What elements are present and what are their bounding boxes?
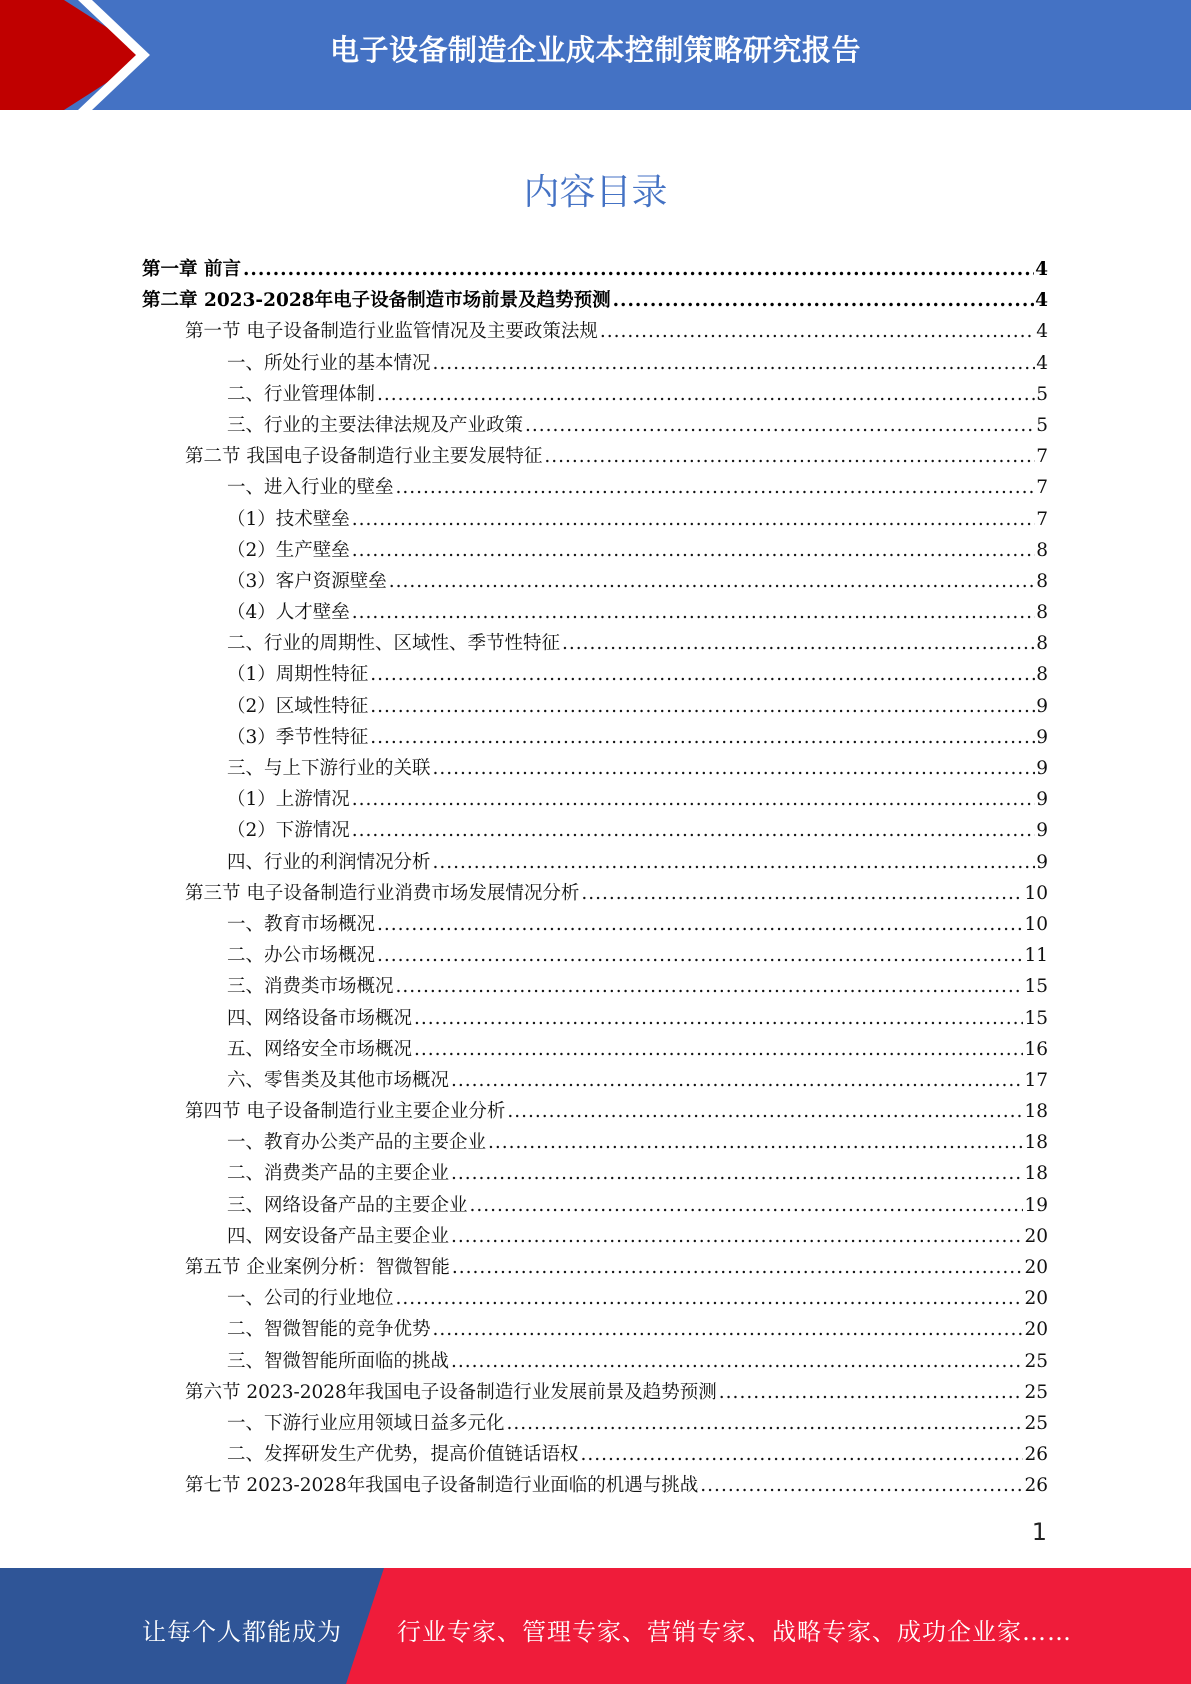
toc-dot-leader (470, 1190, 1024, 1221)
toc-entry[interactable] (142, 1314, 1048, 1345)
toc-entry-label: 五、网络安全市场概况 (227, 1038, 413, 1060)
toc-entry[interactable] (142, 472, 1048, 503)
toc-entry[interactable] (142, 878, 1048, 909)
toc-entry-page: 10 (1024, 882, 1048, 904)
toc-entry[interactable] (142, 285, 1048, 316)
toc-entry-label: （2）生产壁垒 (227, 539, 350, 561)
toc-entry[interactable] (142, 254, 1048, 285)
toc-entry[interactable] (142, 628, 1048, 659)
toc-dot-leader (396, 472, 1036, 503)
toc-dot-leader (433, 348, 1036, 379)
toc-entry-page: 9 (1036, 851, 1048, 873)
toc-entry-page: 20 (1024, 1288, 1048, 1310)
toc-dot-leader (243, 254, 1034, 285)
toc-entry-label: （1）技术壁垒 (227, 508, 350, 530)
toc-dot-leader (370, 659, 1035, 690)
toc-entry-label: 第二节 我国电子设备制造行业主要发展特征 (185, 446, 543, 468)
toc-entry-label: （4）人才壁垒 (227, 602, 350, 624)
toc-entry-page: 15 (1024, 1007, 1048, 1029)
toc-dot-leader (613, 285, 1035, 316)
toc-entry-label: 二、行业的周期性、区域性、季节性特征 (227, 633, 561, 655)
toc-entry[interactable] (142, 1408, 1048, 1439)
toc-entry-page: 25 (1024, 1350, 1048, 1372)
toc-dot-leader (352, 597, 1035, 628)
toc-entry-label: （1）周期性特征 (227, 664, 369, 686)
toc-dot-leader (581, 1439, 1024, 1470)
toc-entry-page: 20 (1024, 1225, 1048, 1247)
toc-dot-leader (451, 1221, 1023, 1252)
toc-entry[interactable] (142, 784, 1048, 815)
toc-entry-label: （1）上游情况 (227, 789, 350, 811)
toc-entry-label: 三、消费类市场概况 (227, 976, 394, 998)
toc-entry[interactable] (142, 1096, 1048, 1127)
toc-entry[interactable] (142, 971, 1048, 1002)
toc-dot-leader (352, 784, 1035, 815)
toc-dot-leader (451, 1065, 1023, 1096)
toc-entry-page: 7 (1036, 508, 1048, 530)
toc-entry-page: 8 (1036, 633, 1048, 655)
toc-entry-page: 5 (1036, 383, 1048, 405)
toc-entry-label: 二、办公市场概况 (227, 945, 376, 967)
toc-dot-leader (433, 753, 1036, 784)
toc-entry-label: 一、所处行业的基本情况 (227, 352, 431, 374)
toc-entry[interactable] (142, 1377, 1048, 1408)
toc-entry-label: 一、教育市场概况 (227, 913, 376, 935)
toc-entry-page: 9 (1036, 695, 1048, 717)
toc-dot-leader (377, 940, 1023, 971)
toc-dot-leader (433, 1314, 1024, 1345)
toc-dot-leader (352, 815, 1035, 846)
toc-entry[interactable] (142, 1283, 1048, 1314)
toc-entry-page: 7 (1036, 446, 1048, 468)
toc-dot-leader (377, 909, 1023, 940)
toc-entry-label: 四、行业的利润情况分析 (227, 851, 431, 873)
toc-dot-leader (700, 1470, 1023, 1501)
toc-entry-page: 9 (1036, 758, 1048, 779)
toc-entry-page: 5 (1036, 414, 1048, 436)
toc-entry[interactable] (142, 410, 1048, 441)
toc-entry-label: 二、行业管理体制 (227, 383, 376, 405)
toc-entry-label: （3）季节性特征 (227, 726, 369, 748)
toc-entry-label: 第一章 前言 (142, 259, 241, 280)
toc-dot-leader (414, 1003, 1023, 1034)
toc-entry-page: 8 (1036, 570, 1048, 592)
toc-entry-page: 17 (1024, 1069, 1048, 1091)
toc-entry-label: 一、进入行业的壁垒 (227, 477, 394, 499)
toc-dot-leader (600, 316, 1035, 347)
toc-entry-page: 26 (1024, 1475, 1048, 1497)
toc-entry-label: （2）下游情况 (227, 820, 350, 842)
toc-entry[interactable] (142, 316, 1048, 347)
toc-entry-page: 19 (1024, 1194, 1048, 1216)
toc-entry[interactable] (142, 348, 1048, 379)
toc-dot-leader (719, 1377, 1024, 1408)
toc-entry[interactable] (142, 535, 1048, 566)
toc-entry-label: 四、网安设备产品主要企业 (227, 1225, 450, 1247)
toc-entry[interactable] (142, 659, 1048, 690)
toc-entry-label: 一、下游行业应用领域日益多元化 (227, 1412, 505, 1434)
toc-dot-leader (451, 1346, 1023, 1377)
toc-entry-label: 三、行业的主要法律法规及产业政策 (227, 414, 524, 436)
toc-dot-leader (370, 722, 1035, 753)
toc-entry-label: 四、网络设备市场概况 (227, 1007, 413, 1029)
report-title: 电子设备制造企业成本控制策略研究报告 (329, 33, 861, 67)
toc-entry-label: 第六节 2023-2028年我国电子设备制造行业发展前景及趋势预测 (185, 1381, 717, 1403)
toc-entry-label: 第四节 电子设备制造行业主要企业分析 (185, 1101, 506, 1123)
toc-entry-page: 9 (1036, 820, 1048, 842)
toc-heading: 内容目录 (523, 172, 668, 213)
toc-entry[interactable] (142, 1127, 1048, 1158)
toc-entry[interactable] (142, 909, 1048, 940)
toc-entry-page: 10 (1024, 913, 1048, 935)
toc-entry[interactable] (142, 1439, 1048, 1470)
toc-entry[interactable] (142, 504, 1048, 535)
toc-entry[interactable] (142, 566, 1048, 597)
toc-dot-leader (452, 1252, 1024, 1283)
toc-entry[interactable] (142, 1065, 1048, 1096)
toc-entry-page: 4 (1035, 290, 1048, 312)
toc-entry-page: 25 (1024, 1412, 1048, 1434)
toc-dot-leader (389, 566, 1035, 597)
toc-entry-page: 8 (1036, 539, 1048, 561)
toc-entry[interactable] (142, 441, 1048, 472)
toc-entry-label: 三、与上下游行业的关联 (227, 758, 431, 779)
toc-dot-leader (507, 1096, 1023, 1127)
toc-entry-label: 二、智微智能的竞争优势 (227, 1319, 431, 1341)
footer-slogan-left: 让每个人都能成为 (142, 1618, 342, 1646)
toc-entry[interactable] (142, 1190, 1048, 1221)
toc-dot-leader (396, 1283, 1024, 1314)
toc-dot-leader (451, 1158, 1023, 1189)
toc-dot-leader (488, 1127, 1023, 1158)
page-header (0, 0, 1191, 110)
toc-dot-leader (414, 1034, 1023, 1065)
toc-entry[interactable] (142, 847, 1048, 878)
toc-entry-page: 18 (1024, 1101, 1048, 1123)
toc-entry-page: 11 (1024, 945, 1048, 967)
toc-dot-leader (352, 535, 1035, 566)
toc-entry[interactable] (142, 1221, 1048, 1252)
toc-entry[interactable] (142, 753, 1048, 784)
footer-slogan-right: 行业专家、管理专家、营销专家、战略专家、成功企业家…… (397, 1618, 1072, 1646)
toc-entry-label: 第二章 2023-2028年电子设备制造市场前景及趋势预测 (142, 290, 611, 312)
toc-entry-page: 26 (1024, 1444, 1048, 1466)
toc-entry[interactable] (142, 597, 1048, 628)
table-of-contents (142, 254, 1048, 1502)
toc-entry[interactable] (142, 1003, 1048, 1034)
toc-entry-page: 15 (1024, 976, 1048, 998)
toc-entry-label: 第五节 企业案例分析：智微智能 (185, 1257, 450, 1278)
toc-dot-leader (507, 1408, 1024, 1439)
toc-entry-label: 三、智微智能所面临的挑战 (227, 1350, 450, 1372)
toc-entry-label: 六、零售类及其他市场概况 (227, 1069, 450, 1091)
toc-entry-label: 第一节 电子设备制造行业监管情况及主要政策法规 (185, 321, 598, 343)
toc-entry-label: （3）客户资源壁垒 (227, 570, 387, 592)
toc-entry-page: 7 (1036, 477, 1048, 499)
toc-dot-leader (581, 878, 1023, 909)
toc-entry-page: 25 (1024, 1381, 1048, 1403)
toc-entry-page: 20 (1024, 1257, 1048, 1278)
toc-entry[interactable] (142, 1034, 1048, 1065)
toc-dot-leader (352, 504, 1035, 535)
toc-entry-label: 一、公司的行业地位 (227, 1288, 394, 1310)
toc-dot-leader (544, 441, 1035, 472)
toc-dot-leader (396, 971, 1024, 1002)
toc-entry-page: 9 (1036, 726, 1048, 748)
toc-entry-page: 18 (1024, 1163, 1048, 1185)
toc-entry[interactable] (142, 722, 1048, 753)
toc-entry-page: 16 (1024, 1038, 1048, 1060)
toc-entry-page: 18 (1024, 1132, 1048, 1154)
toc-entry-label: 二、发挥研发生产优势，提高价值链话语权 (227, 1444, 579, 1466)
toc-entry[interactable] (142, 1346, 1048, 1377)
toc-entry-label: 一、教育办公类产品的主要企业 (227, 1132, 487, 1154)
toc-entry[interactable] (142, 379, 1048, 410)
toc-entry[interactable] (142, 1470, 1048, 1501)
toc-entry-page: 4 (1036, 321, 1048, 343)
toc-dot-leader (525, 410, 1035, 441)
toc-entry-page: 4 (1035, 259, 1048, 280)
toc-entry-label: （2）区域性特征 (227, 695, 369, 717)
page-number: 1 (1031, 1518, 1047, 1546)
toc-entry[interactable] (142, 691, 1048, 722)
toc-entry-page: 9 (1036, 789, 1048, 811)
toc-dot-leader (370, 691, 1035, 722)
toc-entry-page: 20 (1024, 1319, 1048, 1341)
toc-entry[interactable] (142, 815, 1048, 846)
page-footer (0, 1568, 1191, 1684)
toc-entry[interactable] (142, 1158, 1048, 1189)
toc-entry-label: 第七节 2023-2028年我国电子设备制造行业面临的机遇与挑战 (185, 1475, 699, 1497)
toc-entry[interactable] (142, 940, 1048, 971)
toc-entry-label: 第三节 电子设备制造行业消费市场发展情况分析 (185, 882, 580, 904)
toc-entry-page: 8 (1036, 664, 1048, 686)
toc-entry[interactable] (142, 1252, 1048, 1283)
toc-entry-page: 8 (1036, 602, 1048, 624)
toc-dot-leader (377, 379, 1035, 410)
toc-entry-label: 三、网络设备产品的主要企业 (227, 1194, 468, 1216)
toc-dot-leader (562, 628, 1035, 659)
toc-entry-label: 二、消费类产品的主要企业 (227, 1163, 450, 1185)
toc-dot-leader (433, 847, 1036, 878)
toc-entry-page: 4 (1036, 352, 1048, 374)
